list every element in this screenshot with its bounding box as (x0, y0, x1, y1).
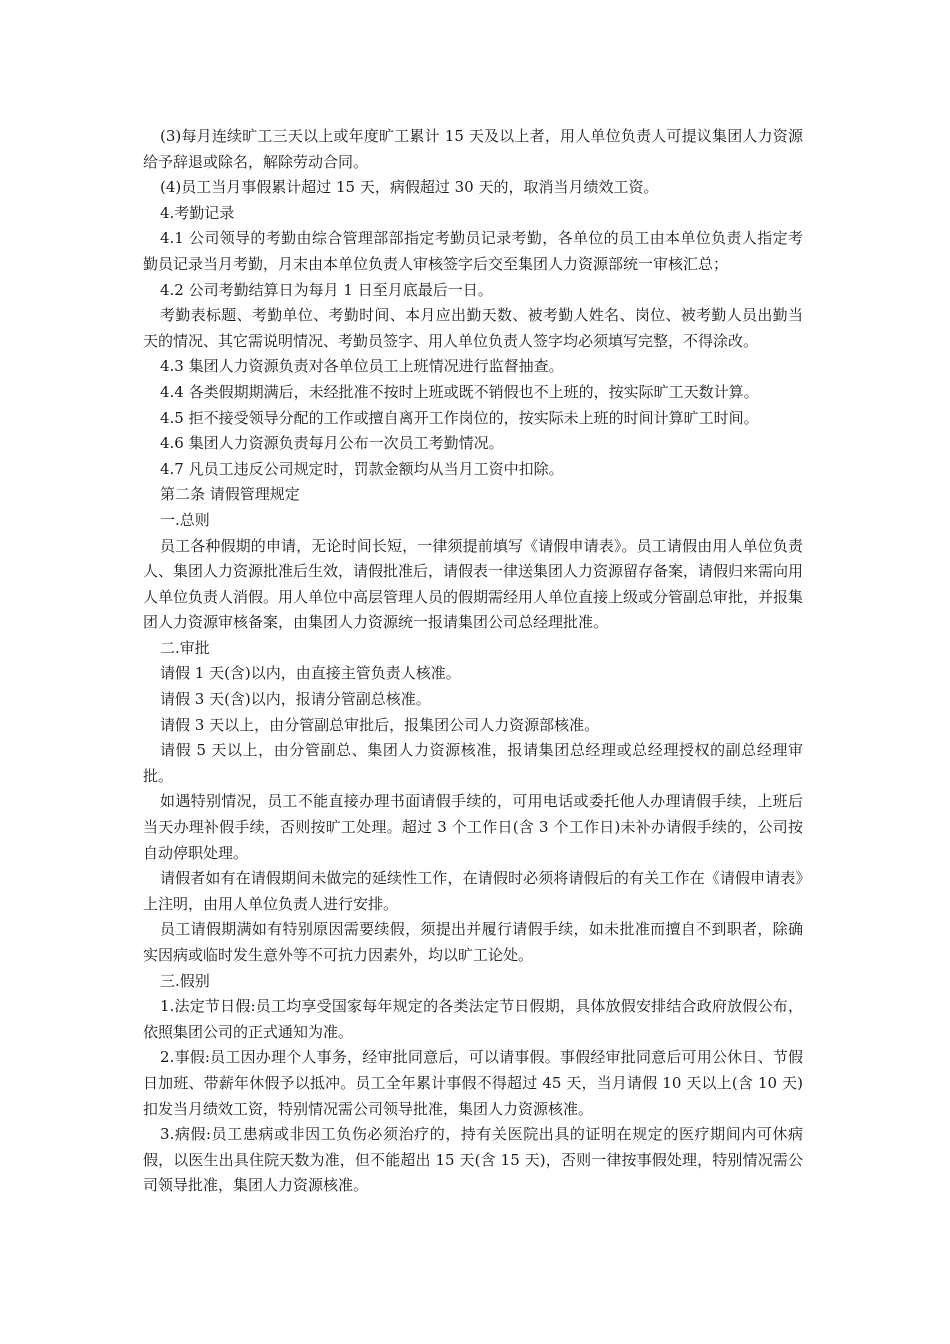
paragraph-approval-over-5-days: 请假 5 天以上，由分管副总、集团人力资源核准，报请集团总经理或总经理授权的副总经理审批。 (143, 741, 803, 785)
paragraph-4-6: 4.6 集团人力资源负责每月公布一次员工考勤情况。 (160, 434, 504, 453)
article-heading-leave-rules: 第二条 请假管理规定 (160, 485, 300, 504)
section-heading-attendance-record: 4.考勤记录 (160, 203, 235, 222)
paragraph-4-3: 4.3 集团人力资源负责对各单位员工上班情况进行监督抽查。 (160, 357, 564, 376)
section-heading-general: 一.总则 (160, 510, 210, 529)
paragraph-attendance-form: 考勤表标题、考勤单位、考勤时间、本月应出勤天数、被考勤人姓名、岗位、被考勤人员出勤当天的情况、其它需说明情况、考勤员签字、用人单位负责人签字均必须填写完整，不得涂改。 (143, 306, 803, 350)
paragraph-approval-1-day: 请假 1 天(含)以内，由直接主管负责人核准。 (160, 664, 461, 683)
paragraph-general: 员工各种假期的申请，无论时间长短，一律须提前填写《请假申请表》。员工请假由用人单位负责人、集团人力资源批准后生效，请假批准后，请假表一律送集团人力资源留存备案，请假归来需向用人单位负责人消假。用人单位中高层管理人员的假期需经用人单位直接上级或分管副总审批，并报集团人力资源审核备案，由集团人力资源统一报请集团公司总经理批准。 (143, 536, 804, 632)
paragraph-extension: 员工请假期满如有特别原因需要续假，须提出并履行请假手续，如未批准而擅自不到职者，除确实因病或临时发生意外等不可抗力因素外，均以旷工论处。 (143, 920, 803, 964)
paragraph-4-4: 4.4 各类假期期满后，未经批准不按时上班或既不销假也不上班的，按实际旷工天数计算。 (160, 382, 759, 401)
paragraph-personal-leave: 2.事假:员工因办理个人事务，经审批同意后，可以请事假。事假经审批同意后可用公休日、节假日加班、带薪年休假予以抵冲。员工全年累计事假不得超过 45 天，当月请假 10 天以上(含 10 天)扣发当月绩效工资，特别情况需公司领导批准，集团人力资源核准。 (143, 1048, 803, 1118)
paragraph-continuing-work: 请假者如有在请假期间未做完的延续性工作，在请假时必须将请假后的有关工作在《请假申请表》上注明，由用人单位负责人进行安排。 (143, 869, 803, 913)
section-heading-approval: 二.审批 (160, 638, 210, 657)
paragraph-approval-3-days: 请假 3 天(含)以内，报请分管副总核准。 (160, 690, 431, 709)
paragraph-statutory-holiday: 1.法定节日假:员工均享受国家每年规定的各类法定节日假期，具体放假安排结合政府放假公布，依照集团公司的正式通知为准。 (143, 997, 803, 1041)
paragraph-absence-dismissal: (3)每月连续旷工三天以上或年度旷工累计 15 天及以上者，用人单位负责人可提议集团人力资源给予辞退或除名，解除劳动合同。 (143, 127, 803, 171)
paragraph-4-1: 4.1 公司领导的考勤由综合管理部部指定考勤员记录考勤，各单位的员工由本单位负责人指定考勤员记录当月考勤，月末由本单位负责人审核签字后交至集团人力资源部统一审核汇总； (143, 229, 803, 273)
paragraph-special-cases: 如遇特别情况，员工不能直接办理书面请假手续的，可用电话或委托他人办理请假手续，上班后当天办理补假手续，否则按旷工处理。超过 3 个工作日(含 3 个工作日)未补办请假手续的，公司按自动停职处理。 (143, 792, 803, 862)
paragraph-4-7: 4.7 凡员工违反公司规定时，罚款金额均从当月工资中扣除。 (160, 459, 564, 478)
document-body (143, 124, 803, 1199)
section-heading-leave-types: 三.假别 (160, 971, 210, 990)
paragraph-sick-leave: 3.病假:员工患病或非因工负伤必须治疗的，持有关医院出具的证明在规定的医疗期间内可休病假，以医生出具住院天数为准，但不能超出 15 天(含 15 天)，否则一律按事假处理，特别情况需公司领导批准，集团人力资源核准。 (143, 1125, 803, 1195)
paragraph-4-5: 4.5 拒不接受领导分配的工作或擅自离开工作岗位的，按实际未上班的时间计算旷工时间。 (160, 408, 759, 427)
paragraph-leave-limit: (4)员工当月事假累计超过 15 天，病假超过 30 天的，取消当月绩效工资。 (160, 178, 659, 197)
paragraph-4-2: 4.2 公司考勤结算日为每月 1 日至月底最后一日。 (160, 280, 493, 299)
paragraph-approval-over-3-days: 请假 3 天以上，由分管副总审批后，报集团公司人力资源部核准。 (160, 715, 600, 734)
